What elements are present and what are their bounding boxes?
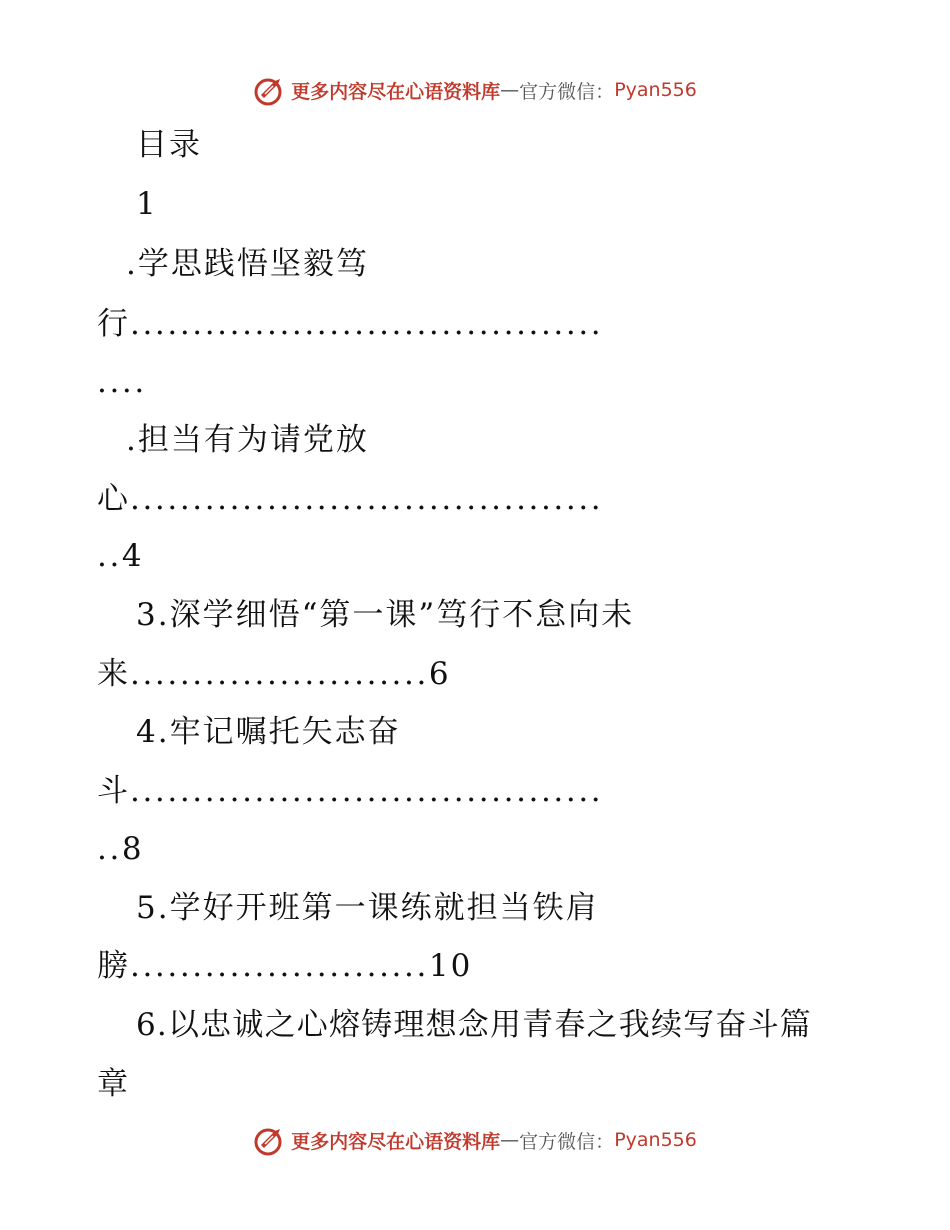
toc-entry-2-dots-cont: .. <box>97 538 122 574</box>
toc-entry-2-tail: 心 <box>97 481 130 517</box>
toc-entry-4-page-line <box>97 831 144 867</box>
toc-entry-1-leader <box>97 306 603 342</box>
toc-entry-5-leader <box>97 948 472 984</box>
toc-title: 目录 <box>136 127 202 163</box>
toc-entry-3-leader <box>97 656 451 692</box>
toc-entry-4-leader <box>97 773 603 809</box>
toc-entry-2-leader <box>97 481 603 517</box>
pen-logo-icon <box>253 1123 287 1157</box>
toc-entry-3-page: 6 <box>428 656 451 692</box>
watermark-main-text: 更多内容尽在心语资料库 <box>291 80 501 103</box>
toc-entry-2-dots: ...................................... <box>130 481 604 517</box>
watermark-wechat-label: 官方微信： <box>519 1130 615 1153</box>
toc-entry-2-page-line <box>97 538 144 574</box>
toc-entry-4-heading: 4.牢记嘱托矢志奋 <box>136 714 401 750</box>
toc-entry-4-page: 8 <box>121 831 144 867</box>
toc-entry-2-heading: .担当有为请党放 <box>126 422 369 458</box>
watermark-dash: — <box>500 79 520 101</box>
toc-entry-6-tail: 章 <box>97 1066 130 1102</box>
toc-entry-3-tail: 来 <box>97 656 130 692</box>
watermark-wechat-id: Pyan556 <box>614 1129 697 1151</box>
watermark-wechat-label: 官方微信： <box>519 80 615 103</box>
toc-entry-2-page: 4 <box>121 538 144 574</box>
toc-entry-3-heading: 3.深学细悟“第一课”笃行不怠向未 <box>136 597 635 633</box>
toc-entry-1-dots: ...................................... <box>130 306 604 342</box>
pen-logo-icon <box>253 73 287 107</box>
footer-watermark <box>0 1120 950 1160</box>
watermark-wechat-id: Pyan556 <box>614 79 697 101</box>
toc-entry-3-dots: ........................ <box>130 656 429 692</box>
toc-entry-5-dots: ........................ <box>130 948 429 984</box>
toc-entry-5-tail: 膀 <box>97 948 130 984</box>
header-watermark <box>0 70 950 110</box>
toc-entry-5-page: 10 <box>428 948 473 984</box>
toc-entry-6-heading: 6.以忠诚之心熔铸理想念用青春之我续写奋斗篇 <box>136 1007 812 1043</box>
toc-entry-5-heading: 5.学好开班第一课练就担当铁肩 <box>136 890 599 926</box>
toc-entry-4-dots-cont: .. <box>97 831 122 867</box>
toc-entry-4-dots: ...................................... <box>130 773 604 809</box>
toc-entry-1-dots-cont: .... <box>97 364 147 400</box>
toc-entry-1-tail: 行 <box>97 306 130 342</box>
watermark-dash: — <box>500 1129 520 1151</box>
toc-number-line: 1 <box>136 186 158 222</box>
watermark-main-text: 更多内容尽在心语资料库 <box>291 1130 501 1153</box>
toc-entry-1-heading: .学思践悟坚毅笃 <box>126 246 369 282</box>
toc-entry-4-tail: 斗 <box>97 773 130 809</box>
